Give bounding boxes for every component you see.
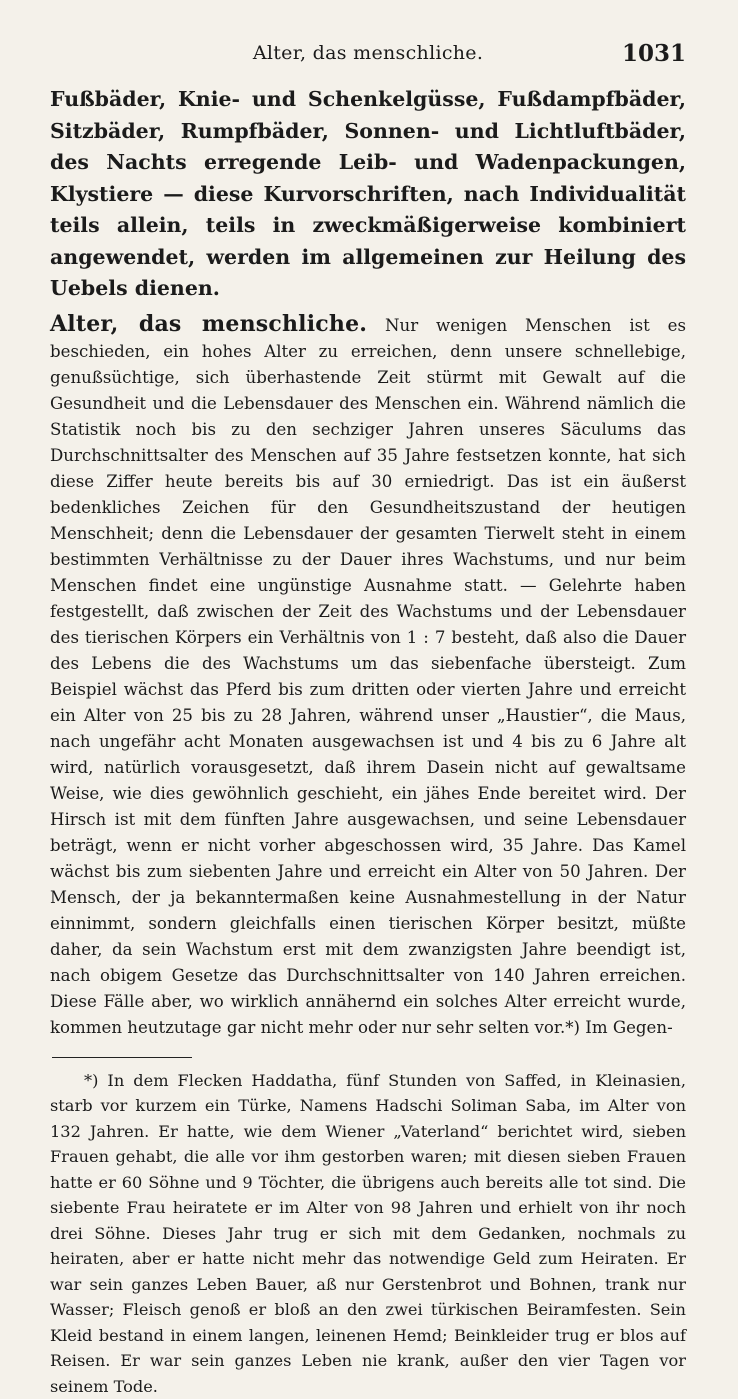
article-paragraph (50, 311, 686, 1041)
intro-paragraph: Fußbäder, Knie- und Schenkelgüsse, Fußdampfbäder, Sitzbäder, Rumpfbäder, Sonnen- und Lichtluftbäder, des Nachts erregende Leib- und Wadenpackungen, Klystiere — diese Kurvorschriften, nach Individualität teils allein, teils in zweckmäßigerweise kombiniert angewendet, werden im allgemeinen zur Heilung des Uebels dienen. (50, 84, 686, 305)
page-number: 1031 (622, 40, 686, 67)
footnote-rule (52, 1057, 192, 1058)
article-headword: Alter, das menschliche. (50, 311, 367, 337)
footnote: *) In dem Flecken Haddatha, fünf Stunden von Saffed, in Kleinasien, starb vor kurzem ein Türke, Namens Hadschi Soliman Saba, im Alter von 132 Jahren. Er hatte, wie dem Wiener „Vaterland“ berichtet wird, sieben Frauen gehabt, die alle vor ihm gestorben waren; mit diesen sieben Frauen hatte er 60 Söhne und 9 Töchter, die übrigens auch bereits alle tot sind. Die siebente Frau heiratete er im Alter von 98 Jahren und erhielt von ihr noch drei Söhne. Dieses Jahr trug er sich mit dem Gedanken, nochmals zu heiraten, aber er hatte nicht mehr das notwendige Geld zum Heiraten. Er war sein ganzes Leben Bauer, aß nur Gerstenbrot und Bohnen, trank nur Wasser; Fleisch genoß er bloß an den zwei türkischen Beiramfesten. Sein Kleid bestand in einem langen, leinenen Hemd; Beinkleider trug er blos auf Reisen. Er war sein ganzes Leben nie krank, außer den vier Tagen vor seinem Tode. (50, 1068, 686, 1399)
article-body: Nur wenigen Menschen ist es beschieden, ein hohes Alter zu erreichen, denn unsere schnellebige, genußsüchtige, sich überhastende Zeit stürmt mit Gewalt auf die Gesundheit und die Lebensdauer des Menschen ein. Während nämlich die Statistik noch bis zu den sechziger Jahren unseres Säculums das Durchschnittsalter des Menschen auf 35 Jahre festsetzen konnte, hat sich diese Ziffer heute bereits bis auf 30 erniedrigt. Das ist ein äußerst bedenkliches Zeichen für den Gesundheitszustand der heutigen Menschheit; denn die Lebensdauer der gesamten Tierwelt steht in einem bestimmten Verhältnisse zu der Dauer ihres Wachstums, und nur beim Menschen findet eine ungünstige Ausnahme statt. — Gelehrte haben festgestellt, daß zwischen der Zeit des Wachstums und der Lebensdauer des tierischen Körpers ein Verhältnis von 1 : 7 besteht, daß also die Dauer des Lebens die des Wachstums um das siebenfache übersteigt. Zum Beispiel wächst das Pferd bis zum dritten oder vierten Jahre und erreicht ein Alter von 25 bis zu 28 Jahren, während unser „Haustier“, die Maus, nach ungefähr acht Monaten ausgewachsen ist und 4 bis zu 6 Jahre alt wird, natürlich vorausgesetzt, daß ihrem Dasein nicht auf gewaltsame Weise, wie dies gewöhnlich geschieht, ein jähes Ende bereitet wird. Der Hirsch ist mit dem fünften Jahre ausgewachsen, und seine Lebensdauer beträgt, wenn er nicht vorher abgeschossen wird, 35 Jahre. Das Kamel wächst bis zum siebenten Jahre und erreicht ein Alter von 50 Jahren. Der Mensch, der ja bekanntermaßen keine Ausnahmestellung in der Natur einnimmt, sondern gleichfalls einen tierischen Körper besitzt, müßte daher, da sein Wachstum erst mit dem zwanzigsten Jahre beendigt ist, nach obigem Gesetze das Durchschnittsalter von 140 Jahren erreichen. Diese Fälle aber, wo wirklich annähernd ein solches Alter erreicht wurde, kommen heutzutage gar nicht mehr oder nur sehr selten vor.*) Im Gegen- (50, 316, 686, 1037)
running-title: Alter, das menschliche. (50, 42, 686, 64)
running-head (50, 36, 686, 84)
